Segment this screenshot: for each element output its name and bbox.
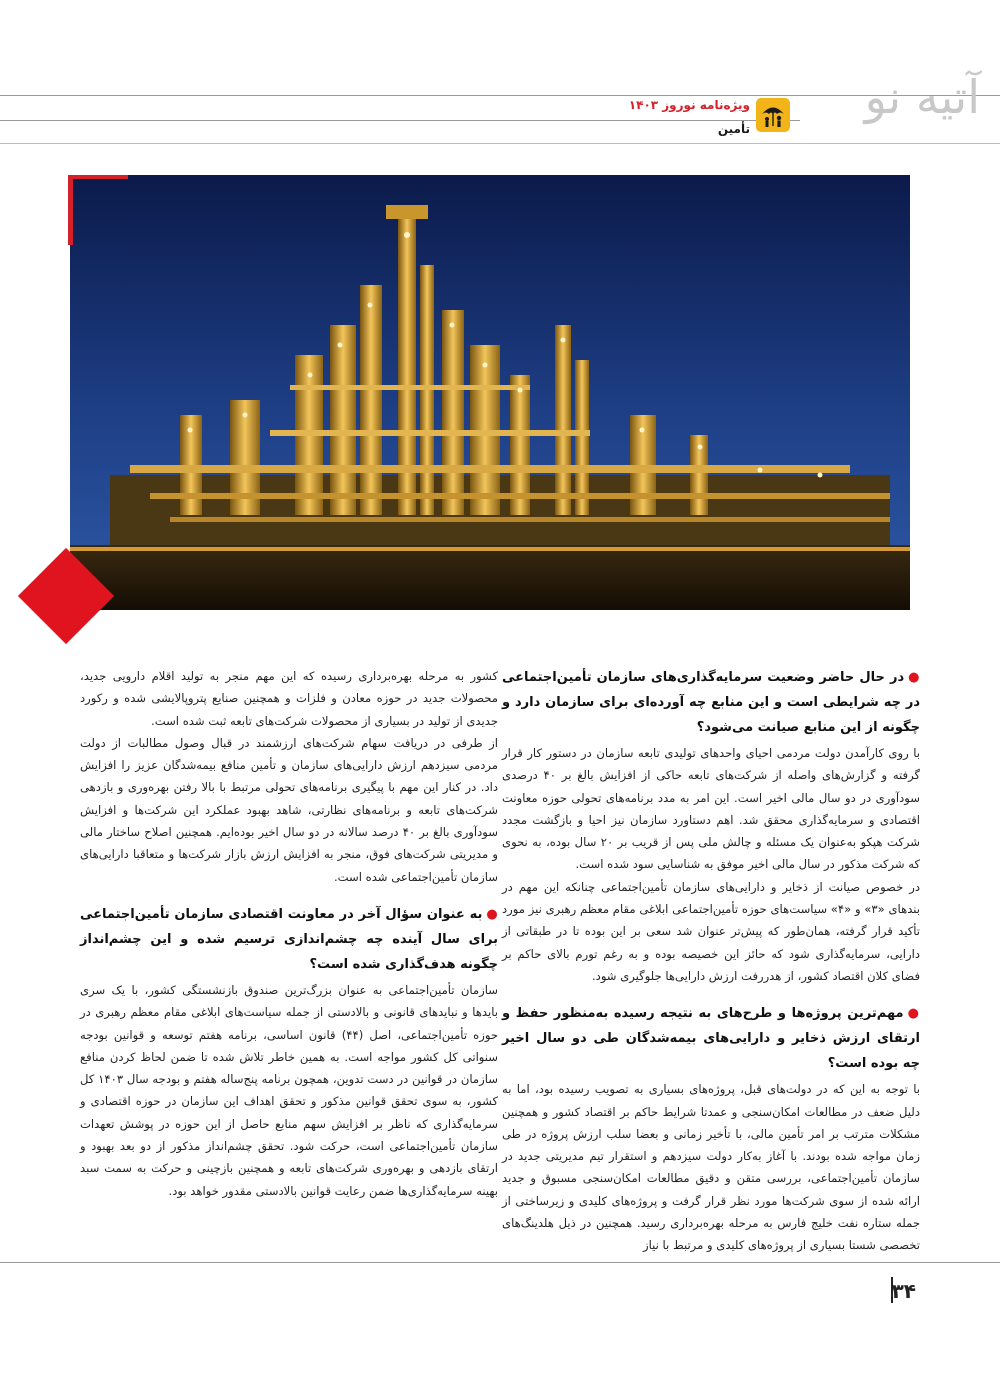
question-1-text: در حال حاضر وضعیت سرمایه‌گذاری‌های سازمان تأمین‌اجتماعی در چه شرایطی است و این منابع چه آورده‌ای برای سازمان دارد و چگونه از این منابع صیانت می‌شود؟	[502, 670, 920, 735]
accent-corner-horizontal	[68, 175, 128, 179]
issue-label: ویژه‌نامه نوروز ۱۴۰۳	[628, 98, 750, 112]
question-3	[80, 902, 498, 977]
question-1	[502, 665, 920, 740]
article-column-right	[502, 665, 920, 1257]
paragraph: سازمان تأمین‌اجتماعی به عنوان بزرگ‌ترین صندوق بازنشستگی کشور، با یک سری بایدها و نبایدهای قانونی و بالادستی از جمله سیاست‌های ابلاغی مقام معظم رهبری در حوزه تأمین‌اجتماعی، اصل (۴۴) قانون اساسی، برنامه هفتم توسعه و قوانین بودجه سنواتی کل کشور مواجه است. به همین خاطر تلاش شده تا ضمن لحاظ کردن منافع سازمان در قوانین در دست تدوین، همچون برنامه پنج‌ساله هفتم و بودجه سال ۱۴۰۳ کل کشور، به سوی تحقق قوانین مذکور و تحقق اهداف این سازمان در حوزه اقتصادی و سرمایه‌گذاری که ناظر بر افزایش سهم منابع حاصل از این حوزه در پوشش تعهدات سازمان تأمین‌اجتماعی است، حرکت شود. تحقق چشم‌انداز مذکور از دو بعد بهبود و ارتقای بازدهی و بهره‌وری شرکت‌های تابعه و همچنین بازچینی و حرکت به سمت سبد بهینه سرمایه‌گذاری‌ها ضمن رعایت قوانین بالادستی مقدور خواهد بود.	[80, 982, 498, 1198]
magazine-title: آتیه نو	[864, 70, 980, 124]
paragraph: در خصوص صیانت از ذخایر و دارایی‌های سازمان تأمین‌اجتماعی چنانکه این مهم در بندهای «۳» و «۴» سیاست‌های حوزه تأمین‌اجتماعی ابلاغی مقام معظم رهبری نیز مورد تأکید قرار گرفته، همان‌طور که پیش‌تر عنوان شد سعی بر این بوده تا در طبقاتی از دارایی، سرمایه‌گذاری شود که حائز این خصیصه بوده و به رغم تورم بالای حاکم بر فضای کلان اقتصاد کشور، از هدررفت ارزش دارایی‌ها جلوگیری شود.	[502, 879, 921, 983]
section-label: تأمین	[717, 122, 750, 136]
footer-rule	[0, 1262, 1000, 1263]
paragraph: با روی کارآمدن دولت مردمی احیای واحدهای تولیدی تابعه سازمان در دستور کار قرار گرفته و گزارش‌های واصله از شرکت‌های تابعه حاکی از افزایش بالغ بر ۴۰ درصدی سودآوری در دو سال مالی اخیر است. این امر به مدد برنامه‌های تحولی حوزه معاونت اقتصادی و سرمایه‌گذاری محقق شد. اهم دستاورد سازمان نیز احیا و بازگشت مجدد شرکت هپکو به‌عنوان یک مسئله و چالش ملی پس از قریب بر ۲۰ سال بوده، به نحوی که شرکت مذکور در سال مالی اخیر موفق به شناسایی سود شده است.	[502, 746, 920, 872]
header-rule-middle	[0, 120, 800, 121]
question-2-text: مهم‌ترین پروژه‌ها و طرح‌های به نتیجه رسیده به‌منظور حفظ و ارتقای ارزش ذخایر و دارایی‌های بیمه‌شدگان طی دو سال اخیر چه بوده است؟	[502, 1006, 920, 1072]
page-number: ۳۴	[891, 1279, 916, 1303]
paragraph: کشور به مرحله بهره‌برداری رسیده که این مهم منجر به تولید اقلام دارویی جدید، محصولات جدید در حوزه معادن و فلزات و همچنین صنایع پتروپالایشی شده و رکورد جدیدی از تولید در بسیاری از محصولات شرکت‌های تابعه ثبت شده است.	[80, 669, 498, 728]
question-2	[502, 1001, 920, 1076]
refinery-photo	[70, 175, 910, 610]
article-column-left	[80, 665, 498, 1202]
bullet-icon: ●	[907, 1006, 920, 1022]
accent-corner-vertical	[68, 175, 73, 245]
bullet-icon: ●	[908, 670, 921, 685]
header-rule-top	[0, 95, 1000, 96]
umbrella-family-icon	[756, 98, 790, 132]
header-rule-bottom	[0, 143, 1000, 144]
paragraph: با توجه به این که در دولت‌های قبل، پروژه‌های بسیاری به تصویب رسیده بود، اما به دلیل ضعف در مطالعات امکان‌سنجی و عمدتا شرایط حاکم بر اقتصاد کشور و همچنین مشکلات مترتب بر امر تأمین مالی، با تأخیر زمانی و بعضا سلب ارزش پروژه در طی زمان مواجه شده بودند. با آغاز به‌کار دولت سیزدهم و استقرار تیم مدیریتی جدید در سازمان تأمین‌اجتماعی، بررسی متقن و دقیق مطالعات امکان‌سنجی مسبوق و جدید ارائه شده از سوی شرکت‌ها مورد نظر قرار گرفت و پروژه‌های کلیدی و زیرساختی از جمله ستاره نفت خلیج فارس به مرحله بهره‌برداری رسید. همچنین در ذیل هلدینگ‌های تخصصی شستا بسیاری از پروژه‌های کلیدی و مرتبط با نیاز	[502, 1082, 920, 1253]
question-3-text: به عنوان سؤال آخر در معاونت اقتصادی سازمان تأمین‌اجتماعی برای سال آینده چه چشم‌اندازی ترسیم شده و این چشم‌انداز چگونه هدف‌گذاری شده است؟	[80, 906, 498, 972]
paragraph: از طرفی در دریافت سهام شرکت‌های ارزشمند در قبال وصول مطالبات از دولت مردمی سیزدهم ارزش دارایی‌های سازمان و تأمین منافع بیمه‌شدگان عزیز را افزایش داد. در کنار این مهم با پیگیری برنامه‌های تحولی مرتبط با بالا رفتن بهره‌وری و بازدهی شرکت‌های تابعه و برنامه‌های نظارتی، شاهد بهبود عملکرد این شرکت‌ها و افزایش سودآوری بالغ بر ۴۰ درصد سالانه در دو سال اخیر بوده‌ایم. همچنین اصلاح ساختار مالی و مدیریتی شرکت‌های فوق، منجر به افزایش ارزش بازار شرکت‌ها و متعاقبا دارایی‌های سازمان تأمین‌اجتماعی شده است.	[80, 735, 498, 884]
bullet-icon: ●	[486, 906, 498, 922]
